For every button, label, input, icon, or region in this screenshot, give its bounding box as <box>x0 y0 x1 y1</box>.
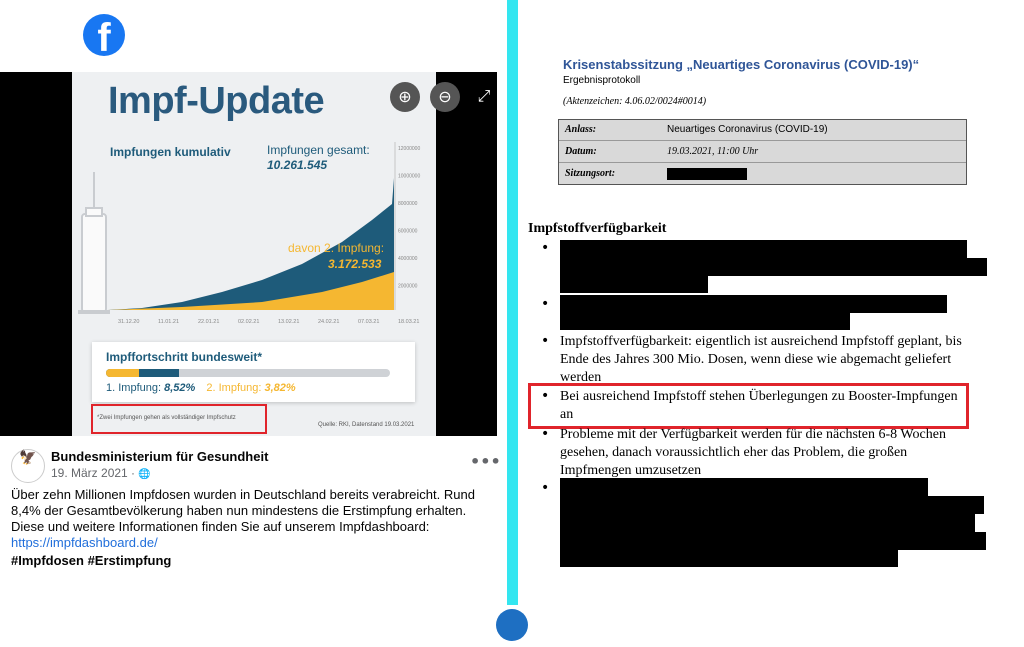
redaction-block <box>560 276 708 293</box>
impf-update-infographic <box>72 72 436 436</box>
syringe-icon <box>78 172 110 312</box>
dose1-value: 8,52% <box>164 382 196 394</box>
post-hashtags[interactable]: #Impfdosen #Erstimpfung <box>11 553 172 568</box>
post-date-text[interactable]: 19. März 2021 · <box>51 466 139 480</box>
x-tick-label: 22.01.21 <box>198 319 220 325</box>
more-options-button[interactable]: ••• <box>470 452 501 471</box>
y-tick-label: 12000000 <box>398 146 421 152</box>
avatar[interactable]: 🦅 <box>11 449 45 483</box>
ort-key: Sitzungsort: <box>565 168 616 179</box>
bullet-icon: • <box>541 240 550 256</box>
bullet-icon: • <box>541 388 550 404</box>
watermark-logo-icon <box>496 609 528 641</box>
document-reference: (Aktenzeichen: 4.06.02/0024#0014) <box>563 96 707 107</box>
table-divider <box>559 140 966 141</box>
y-tick-label: 8000000 <box>398 201 418 207</box>
bullet-icon: • <box>541 426 550 442</box>
zoom-out-icon[interactable]: ⊖ <box>430 82 460 112</box>
x-tick-label: 31.12.20 <box>118 319 140 325</box>
redaction-block <box>560 313 850 330</box>
x-tick-label: 24.02.21 <box>318 319 340 325</box>
vaccination-chart <box>72 132 436 332</box>
dose2-label: 2. Impfung: <box>206 382 262 394</box>
source-note: Quelle: RKI, Datenstand 19.03.2021 <box>318 422 415 428</box>
post-body: Über zehn Millionen Impfdosen wurden in Deutschland bereits verabreicht. Rund 8,4% der Gesamtbevölkerung haben nun mindestens die Erstimpfung erhalten. Diese und weitere Informationen finden Sie auf unserem Impfdashboard: <box>11 487 475 534</box>
anlass-key: Anlass: <box>565 124 597 135</box>
post-author[interactable]: Bundesministerium für Gesundheit <box>51 449 269 464</box>
x-tick-label: 11.01.21 <box>158 319 180 325</box>
post-link[interactable]: https://impfdashboard.de/ <box>11 535 158 550</box>
bullet-text: Bei ausreichend Impfstoff stehen Überlegungen zu Booster-Impfungen an <box>560 389 958 422</box>
dose1-label: 1. Impfung: <box>106 382 162 394</box>
redaction-block <box>560 258 987 276</box>
x-tick-label: 18.03.21 <box>398 319 420 325</box>
zoom-in-icon[interactable]: ⊕ <box>390 82 420 112</box>
y-tick-label: 6000000 <box>398 228 418 235</box>
redaction-block <box>560 550 898 567</box>
second-dose-label: davon 2. Impfung: <box>288 241 385 255</box>
document-title: Krisenstabssitzung „Neuartiges Coronavirus (COVID-19)“ <box>563 57 920 72</box>
redaction-block <box>560 514 975 532</box>
second-dose-value: 3.172.533 <box>328 257 382 271</box>
redaction-block <box>560 532 986 550</box>
section-heading: Impfstoffverfügbarkeit <box>528 221 667 236</box>
progress-dose2-bar <box>106 369 139 377</box>
redaction-block <box>560 496 984 514</box>
progress-card <box>92 342 415 402</box>
bullet-icon: • <box>541 333 550 349</box>
infographic-title: Impf-Update <box>108 80 325 122</box>
total-value: 10.261.545 <box>267 158 328 172</box>
fullscreen-icon[interactable]: ⤢ <box>477 86 491 105</box>
post-date[interactable] <box>51 466 151 480</box>
redaction-block <box>560 240 967 258</box>
globe-icon: 🌐 <box>138 469 151 480</box>
footnote: *Zwei Impfungen gehen als vollständiger Impfschutz <box>97 415 236 421</box>
redaction-block <box>560 295 947 313</box>
anlass-value: Neuartiges Coronavirus (COVID-19) <box>667 124 828 135</box>
post-text <box>11 487 489 551</box>
x-tick-label: 07.03.21 <box>358 319 380 325</box>
redaction-block <box>560 478 928 496</box>
bullet-icon: • <box>541 296 550 312</box>
y-tick-label: 4000000 <box>398 256 418 262</box>
total-label: Impfungen gesamt: <box>267 143 370 157</box>
datum-value: 19.03.2021, 11:00 Uhr <box>667 146 759 157</box>
y-tick-label: 10000000 <box>398 173 421 180</box>
progress-title: Impffortschritt bundesweit* <box>106 350 263 364</box>
facebook-logo-icon: f <box>83 14 125 56</box>
table-divider <box>559 162 966 163</box>
divider-bar <box>507 0 518 605</box>
x-tick-label: 02.02.21 <box>238 319 260 325</box>
bullet-icon: • <box>541 480 550 496</box>
x-tick-label: 13.02.21 <box>278 319 300 325</box>
dose2-value: 3,82% <box>264 382 296 394</box>
document-subtitle: Ergebnisprotokoll <box>563 75 641 86</box>
bullet-text: Probleme mit der Verfügbarkeit werden für die nächsten 6-8 Wochen gesehen, danach voraussichtlich eher das Problem, die großen Impfmengen umzusetzen <box>560 427 946 478</box>
chart-caption: Impfungen kumulativ <box>110 145 231 159</box>
y-tick-label: 2000000 <box>398 283 418 290</box>
redaction-block <box>667 168 747 180</box>
meta-table <box>558 119 967 185</box>
dose-legend <box>106 382 296 394</box>
datum-key: Datum: <box>565 146 597 157</box>
bullet-text: Impfstoffverfügbarkeit: eigentlich ist ausreichend Impfstoff geplant, bis Ende des Jahres 300 Mio. Dosen, wenn diese wie abgemacht geliefert werden <box>560 334 962 385</box>
